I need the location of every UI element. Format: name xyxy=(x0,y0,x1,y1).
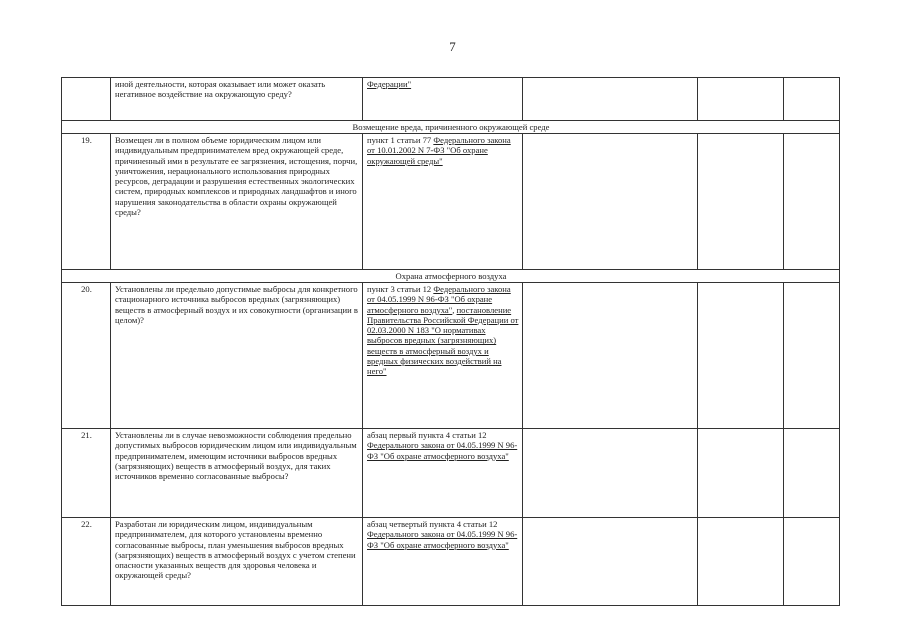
answer-cell-yes xyxy=(523,283,698,429)
section-title: Охрана атмосферного воздуха xyxy=(62,270,840,283)
legal-reference xyxy=(363,78,523,121)
law-ref-text: пункт 1 статьи 77 xyxy=(367,135,434,145)
item-number xyxy=(62,78,111,121)
legal-reference xyxy=(363,429,523,518)
answer-cell-no xyxy=(698,78,784,121)
legal-reference xyxy=(363,283,523,429)
question-text: Разработан ли юридическим лицом, индивидуальным предпринимателем, для которого установлены временно согласованные выбросы, план уменьшения выбросов вредных (загрязняющих) веществ в атмосферный воздух с учетом степени опасности указанных веществ для здоровья человека и окружающей среды? xyxy=(111,518,363,606)
law-ref-text: , xyxy=(452,304,457,315)
question-text: Установлены ли предельно допустимые выбросы для конкретного стационарного источника выбросов вредных (загрязняющих) веществ в атмосферный воздух и их совокупности (организации в целом)? xyxy=(111,283,363,429)
law-ref-text: абзац первый пункта 4 статьи 12 xyxy=(367,430,487,440)
answer-cell-yes xyxy=(523,429,698,518)
item-number: 22. xyxy=(62,518,111,606)
legal-reference xyxy=(363,518,523,606)
law-ref-text: абзац четвертый пункта 4 статьи 12 xyxy=(367,519,498,529)
section-header-row xyxy=(62,270,840,283)
answer-cell-no xyxy=(698,429,784,518)
item-number: 20. xyxy=(62,283,111,429)
answer-cell-no xyxy=(698,283,784,429)
law-link[interactable]: Федерального закона от 04.05.1999 N 96-ФЗ "Об охране атмосферного воздуха" xyxy=(367,529,518,550)
answer-cell-no xyxy=(698,134,784,270)
law-link[interactable]: Федерального закона от 04.05.1999 N 96-ФЗ "Об охране атмосферного воздуха" xyxy=(367,440,518,461)
page-number: 7 xyxy=(449,39,456,54)
checklist-row xyxy=(62,78,840,121)
question-text: Установлены ли в случае невозможности соблюдения предельно допустимых выбросов юридическим лицом или индивидуальным предпринимателем, имеющим источники выбросов вредных (загрязняющих) веществ в атмосферный воздух, для таких источников временно согласованные выбросы? xyxy=(111,429,363,518)
answer-cell-yes xyxy=(523,78,698,121)
section-header-row xyxy=(62,121,840,134)
item-number: 19. xyxy=(62,134,111,270)
answer-cell-yes xyxy=(523,134,698,270)
law-link[interactable]: Федерального закона от 10.01.2002 N 7-ФЗ "Об охране окружающей среды" xyxy=(367,135,511,166)
answer-cell-na xyxy=(784,78,840,121)
question-text: Возмещен ли в полном объеме юридическим лицом или индивидуальным предпринимателем вред окружающей среде, причиненный ими в результате ее загрязнения, истощения, порчи, уничтожения, нерационального использования природных ресурсов, деградации и разрушения естественных экологических систем, природных комплексов и природных ландшафтов и иного нарушения законодательства в области охраны окружающей среды? xyxy=(111,134,363,270)
checklist-row xyxy=(62,134,840,270)
answer-cell-na xyxy=(784,134,840,270)
law-link[interactable]: постановление Правительства Российской Федерации от 02.03.2000 N 183 "О нормативах выбросов вредных (загрязняющих) веществ в атмосферный воздух и вредных физических воздействий на него" xyxy=(367,304,519,377)
law-link[interactable]: Федерального закона от 04.05.1999 N 96-ФЗ "Об охране атмосферного воздуха" xyxy=(367,284,511,315)
answer-cell-na xyxy=(784,283,840,429)
answer-cell-no xyxy=(698,518,784,606)
answer-cell-yes xyxy=(523,518,698,606)
question-text: иной деятельности, которая оказывает или может оказать негативное воздействие на окружающую среду? xyxy=(111,78,363,121)
item-number: 21. xyxy=(62,429,111,518)
section-title: Возмещение вреда, причиненного окружающей среде xyxy=(62,121,840,134)
checklist-row xyxy=(62,283,840,429)
checklist-table-body xyxy=(62,78,840,606)
legal-reference xyxy=(363,134,523,270)
checklist-row xyxy=(62,518,840,606)
checklist-table xyxy=(61,77,840,606)
law-link[interactable]: Федерации" xyxy=(367,79,412,89)
checklist-row xyxy=(62,429,840,518)
answer-cell-na xyxy=(784,429,840,518)
answer-cell-na xyxy=(784,518,840,606)
law-ref-text: пункт 3 статьи 12 xyxy=(367,284,434,294)
